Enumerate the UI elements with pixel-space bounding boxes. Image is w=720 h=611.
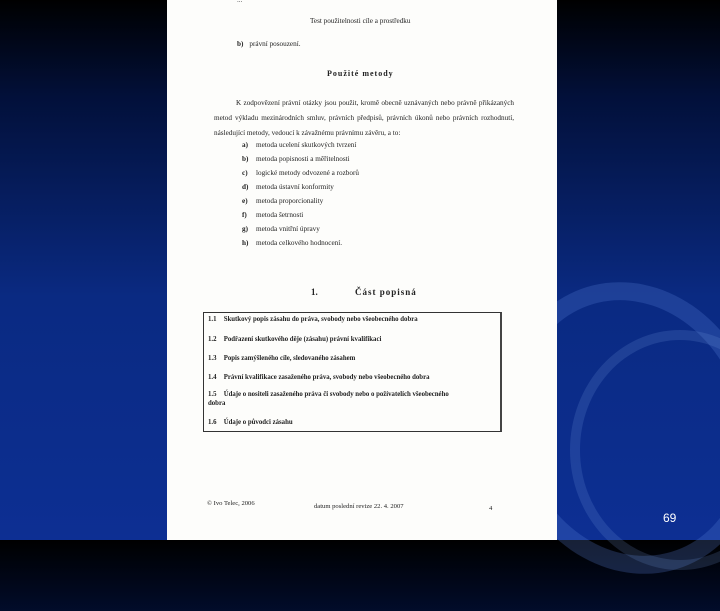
- list-item-text: metoda šetrnosti: [256, 211, 304, 219]
- footer-copyright: © Ivo Telec, 2006: [207, 500, 255, 507]
- item-b-label: b): [237, 40, 244, 48]
- footer-page-number: 4: [489, 505, 493, 512]
- outline-row-number: 1.4: [208, 374, 217, 381]
- outline-row-number: 1.1: [208, 316, 217, 323]
- list-item-text: metoda celkového hodnocení.: [256, 239, 343, 247]
- list-item-label: a): [242, 141, 248, 149]
- list-item: [242, 180, 359, 194]
- slide-number: 69: [663, 511, 677, 525]
- section-title: Použité metody: [327, 69, 394, 78]
- outline-row: [208, 355, 355, 362]
- outline-row-text: Údaje o původci zásahu: [223, 419, 293, 426]
- outline-row-text: Skutkový popis zásahu do práva, svobody nebo všeobecného dobra: [223, 316, 418, 323]
- outline-box: [203, 312, 502, 432]
- list-item: [242, 166, 359, 180]
- footer-revision-date: datum poslední revize 22. 4. 2007: [314, 503, 404, 510]
- list-item-label: c): [242, 169, 248, 177]
- list-item-label: h): [242, 239, 249, 247]
- outline-row: [208, 390, 458, 408]
- outline-row-number: 1.2: [208, 336, 217, 343]
- scanned-document-page: [167, 0, 557, 540]
- outline-row-text: Podřazení skutkového děje (zásahu) právní kvalifikaci: [223, 336, 382, 343]
- list-item-label: d): [242, 183, 249, 191]
- methods-list: [242, 138, 359, 250]
- outline-row: [208, 374, 430, 381]
- outline-row-number: 1.6: [208, 419, 217, 426]
- list-item-label: g): [242, 225, 248, 233]
- list-item: [242, 222, 359, 236]
- methods-paragraph: [214, 96, 514, 141]
- list-item: [242, 236, 359, 250]
- document-top-line: ...: [237, 0, 243, 4]
- list-item-text: metoda popisnosti a měřitelnosti: [256, 155, 350, 163]
- outline-row-text: Právní kvalifikace zasaženého práva, svobody nebo všeobecného dobra: [223, 374, 430, 381]
- list-item: [242, 208, 359, 222]
- part-heading: [311, 287, 417, 297]
- part-number: 1.: [311, 287, 318, 297]
- outline-row-text: Popis zamýšleného cíle, sledovaného zásahem: [223, 355, 356, 362]
- outline-row-number: 1.5: [208, 391, 217, 398]
- outline-row-number: 1.3: [208, 355, 217, 362]
- list-item: [242, 152, 359, 166]
- item-b-line: [237, 40, 301, 48]
- list-item: [242, 138, 359, 152]
- list-item-label: b): [242, 155, 249, 163]
- list-item: [242, 194, 359, 208]
- outline-row: [208, 316, 418, 323]
- list-item-text: metoda proporcionality: [256, 197, 324, 205]
- list-item-text: metoda ucelení skutkových tvrzení: [256, 141, 357, 149]
- methods-paragraph-text: K zodpovězení právní otázky jsou použit, kromě obecně uznávaných nebo právně přikázaných metod výkladu mezinárodních smluv, právních předpisů, právních úkonů nebo právních rozhodnutí, následující metody, vedoucí k závažnému právnímu závěru, a to:: [214, 99, 514, 137]
- outline-row-text: Údaje o nositeli zasaženého práva či svobody nebo o požívatelích všeobecného dobra: [208, 391, 449, 407]
- outline-row: [208, 419, 293, 426]
- part-title: Část popisná: [355, 287, 417, 297]
- list-item-label: e): [242, 197, 248, 205]
- list-item-label: f): [242, 211, 247, 219]
- list-item-text: metoda ústavní konformity: [256, 183, 334, 191]
- document-header: Test použitelnosti cíle a prostředku: [310, 17, 411, 25]
- outline-row: [208, 336, 381, 343]
- list-item-text: metoda vnitřní úpravy: [256, 225, 320, 233]
- item-b-text: právní posouzení.: [249, 40, 301, 48]
- list-item-text: logické metody odvozené a rozborů: [256, 169, 359, 177]
